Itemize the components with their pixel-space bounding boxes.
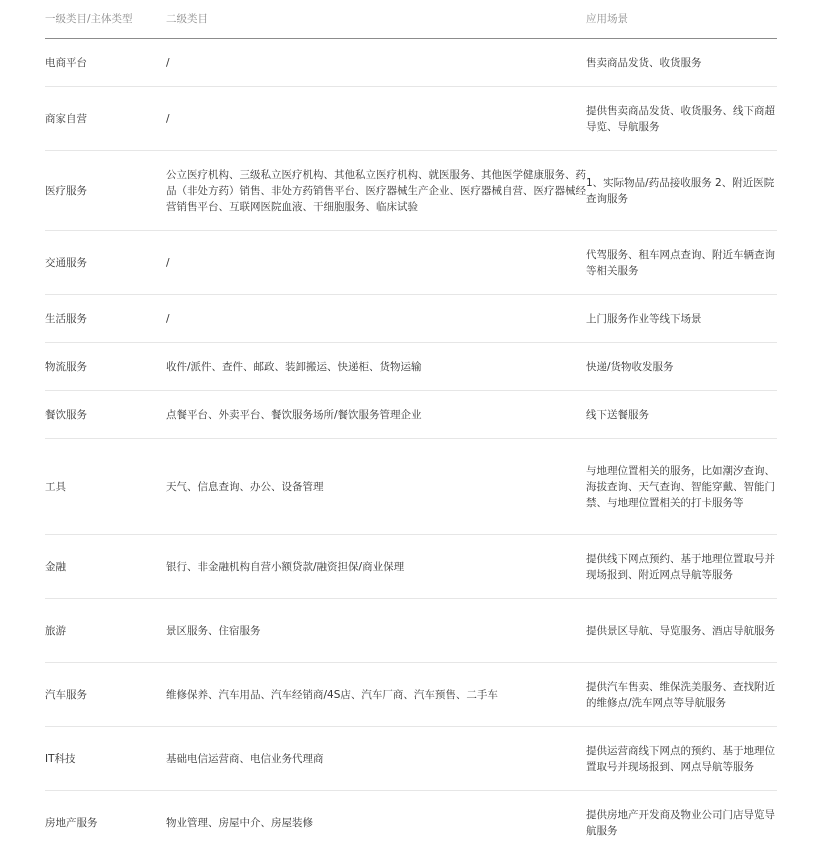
cell-scene: 与地理位置相关的服务，比如潮汐查询、海拔查询、天气查询、智能穿戴、智能门禁、与地理位置相关的打卡服务等 bbox=[586, 464, 775, 509]
cell-subcategory: 银行、非金融机构自营小额贷款/融资担保/商业保理 bbox=[166, 560, 405, 573]
table-row bbox=[45, 663, 777, 727]
table-header bbox=[45, 0, 777, 39]
cell-scene: 线下送餐服务 bbox=[586, 408, 649, 421]
cell-category: 商家自营 bbox=[45, 112, 87, 125]
cell-scene: 代驾服务、租车网点查询、附近车辆查询等相关服务 bbox=[586, 248, 775, 277]
table-row bbox=[45, 39, 777, 87]
cell-scene: 提供房地产开发商及物业公司门店导览导航服务 bbox=[586, 808, 775, 837]
cell-category: 生活服务 bbox=[45, 312, 87, 325]
table-row bbox=[45, 791, 777, 854]
cell-scene: 提供售卖商品发货、收货服务、线下商超导览、导航服务 bbox=[586, 104, 775, 133]
table-row bbox=[45, 599, 777, 663]
cell-scene: 售卖商品发货、收货服务 bbox=[586, 56, 702, 69]
table-row bbox=[45, 151, 777, 231]
cell-subcategory: / bbox=[166, 312, 170, 325]
cell-category: 物流服务 bbox=[45, 360, 87, 373]
table-row bbox=[45, 295, 777, 343]
cell-subcategory: 点餐平台、外卖平台、餐饮服务场所/餐饮服务管理企业 bbox=[166, 408, 422, 421]
header-application-scene: 应用场景 bbox=[586, 13, 628, 25]
cell-subcategory: 天气、信息查询、办公、设备管理 bbox=[166, 480, 324, 493]
cell-subcategory: / bbox=[166, 112, 170, 125]
cell-subcategory: / bbox=[166, 256, 170, 269]
table-row bbox=[45, 343, 777, 391]
cell-subcategory: 基础电信运营商、电信业务代理商 bbox=[166, 752, 324, 765]
table-row bbox=[45, 727, 777, 791]
cell-scene: 提供汽车售卖、维保洗美服务、查找附近的维修点/洗车网点等导航服务 bbox=[586, 680, 775, 709]
cell-scene: 上门服务作业等线下场景 bbox=[586, 312, 702, 325]
cell-category: 工具 bbox=[45, 480, 66, 493]
table-row bbox=[45, 231, 777, 295]
table-row bbox=[45, 87, 777, 151]
cell-category: 汽车服务 bbox=[45, 688, 87, 701]
cell-category: 交通服务 bbox=[45, 256, 87, 269]
cell-scene: 提供运营商线下网点的预约、基于地理位置取号并现场报到、网点导航等服务 bbox=[586, 744, 775, 773]
cell-scene: 提供景区导航、导览服务、酒店导航服务 bbox=[586, 624, 775, 637]
cell-category: 电商平台 bbox=[45, 56, 87, 69]
cell-scene: 1、实际物品/药品接收服务 2、附近医院查询服务 bbox=[586, 176, 775, 205]
category-table bbox=[45, 0, 777, 854]
table-row bbox=[45, 391, 777, 439]
cell-subcategory: 物业管理、房屋中介、房屋装修 bbox=[166, 816, 313, 829]
cell-category: IT科技 bbox=[45, 752, 76, 765]
header-primary-category: 一级类目/主体类型 bbox=[45, 13, 133, 25]
cell-category: 金融 bbox=[45, 560, 66, 573]
table-row bbox=[45, 439, 777, 535]
cell-category: 旅游 bbox=[45, 624, 66, 637]
table-row bbox=[45, 535, 777, 599]
cell-category: 餐饮服务 bbox=[45, 408, 87, 421]
cell-subcategory: 收件/派件、查件、邮政、装卸搬运、快递柜、货物运输 bbox=[166, 360, 422, 373]
cell-category: 房地产服务 bbox=[45, 816, 98, 829]
header-secondary-category: 二级类目 bbox=[166, 13, 208, 25]
cell-subcategory: / bbox=[166, 56, 170, 69]
cell-scene: 快递/货物收发服务 bbox=[586, 360, 674, 373]
cell-subcategory: 公立医疗机构、三级私立医疗机构、其他私立医疗机构、就医服务、其他医学健康服务、药品（非处方药）销售、非处方药销售平台、医疗器械生产企业、医疗器械自营、医疗器械经营销售平台、互联网医院血液、干细胞服务、临床试验 bbox=[166, 168, 586, 213]
cell-subcategory: 景区服务、住宿服务 bbox=[166, 624, 261, 637]
cell-category: 医疗服务 bbox=[45, 184, 87, 197]
cell-scene: 提供线下网点预约、基于地理位置取号并现场报到、附近网点导航等服务 bbox=[586, 552, 775, 581]
cell-subcategory: 维修保养、汽车用品、汽车经销商/4S店、汽车厂商、汽车预售、二手车 bbox=[166, 688, 498, 701]
